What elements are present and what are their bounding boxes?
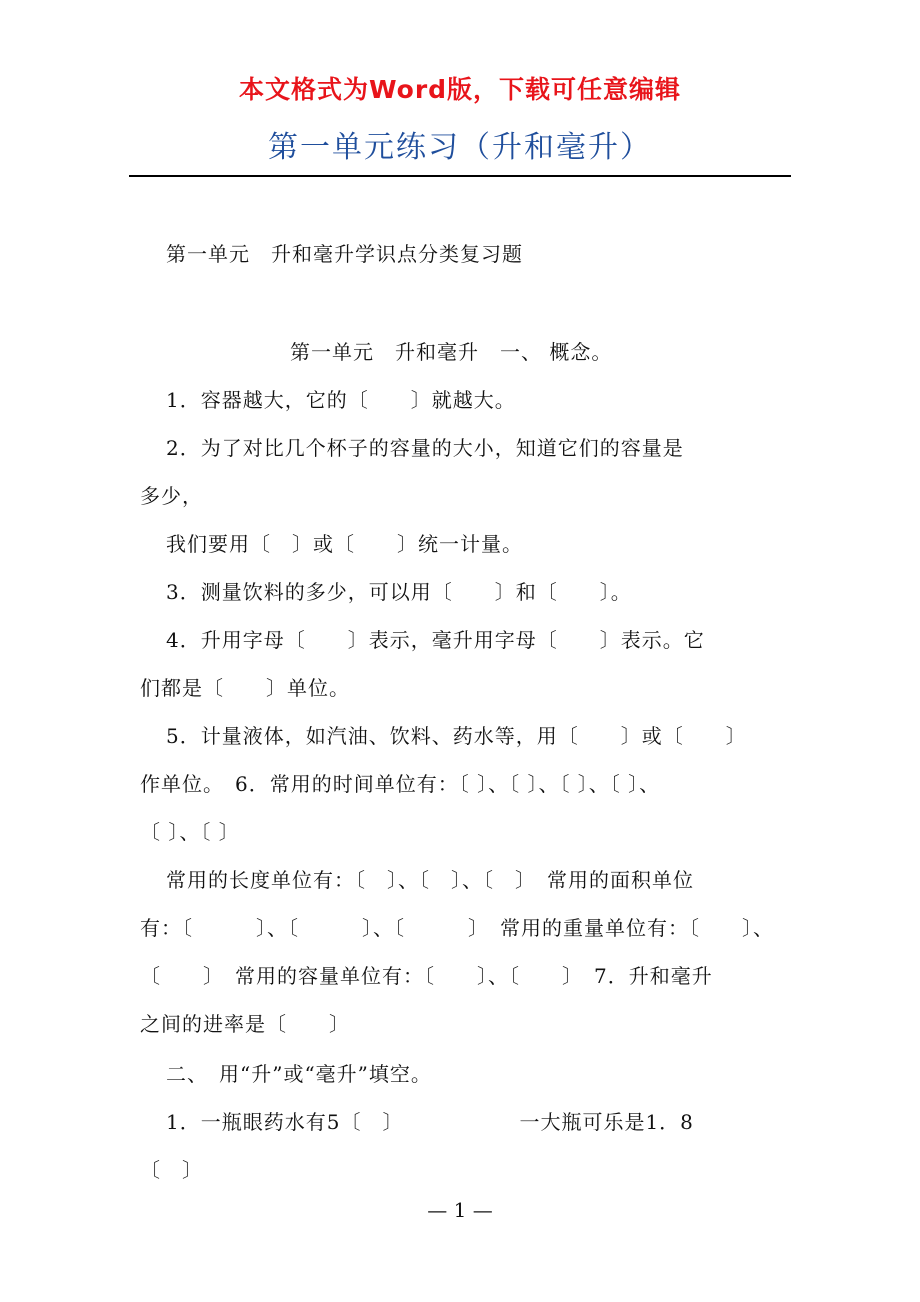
question-line: 作单位。 6．常用的时间单位有：〔 〕、〔 〕、〔 〕、〔 〕、 [140,772,661,796]
section-heading: 第一单元 升和毫升学识点分类复习题 [166,242,523,266]
question-line: 〔 〕 [140,1158,203,1182]
question-line: 之间的进率是〔 〕 [140,1012,350,1036]
question-line: 我们要用〔 〕或〔 〕统一计量。 [166,532,523,556]
question-line: 5．计量液体，如汽油、饮料、药水等，用〔 〕或〔 〕 [166,724,747,748]
question-line: 多少， [140,484,203,508]
question-line: 们都是〔 〕单位。 [140,676,350,700]
subsection-heading: 第一单元 升和毫升 一、 概念。 [290,340,613,364]
question-line: 1．容器越大，它的〔 〕就越大。 [166,388,516,412]
section-heading: 二、 用“升”或“毫升”填空。 [166,1062,432,1086]
question-line: 1．一瓶眼药水有5〔 〕 一大瓶可乐是1．8 [166,1110,694,1134]
page-number: — 1 — [427,1198,493,1222]
question-line: 有：〔 〕、〔 〕、〔 〕 常用的重量单位有：〔 〕、 [140,916,774,940]
document-title: 第一单元练习（升和毫升） [268,130,652,165]
question-line: 〔 〕、〔 〕 [140,820,240,844]
question-line: 常用的长度单位有：〔 〕、〔 〕、〔 〕 常用的面积单位 [166,868,694,892]
question-line: 3．测量饮料的多少，可以用〔 〕和〔 〕。 [166,580,632,604]
question-line: 2．为了对比几个杯子的容量的大小，知道它们的容量是 [166,436,684,460]
download-banner: 本文格式为Word版，下载可任意编辑 [238,75,682,104]
title-divider [129,175,791,177]
question-line: 〔 〕 常用的容量单位有：〔 〕、〔 〕 7．升和毫升 [140,964,713,988]
question-line: 4．升用字母〔 〕表示，毫升用字母〔 〕表示。它 [166,628,705,652]
